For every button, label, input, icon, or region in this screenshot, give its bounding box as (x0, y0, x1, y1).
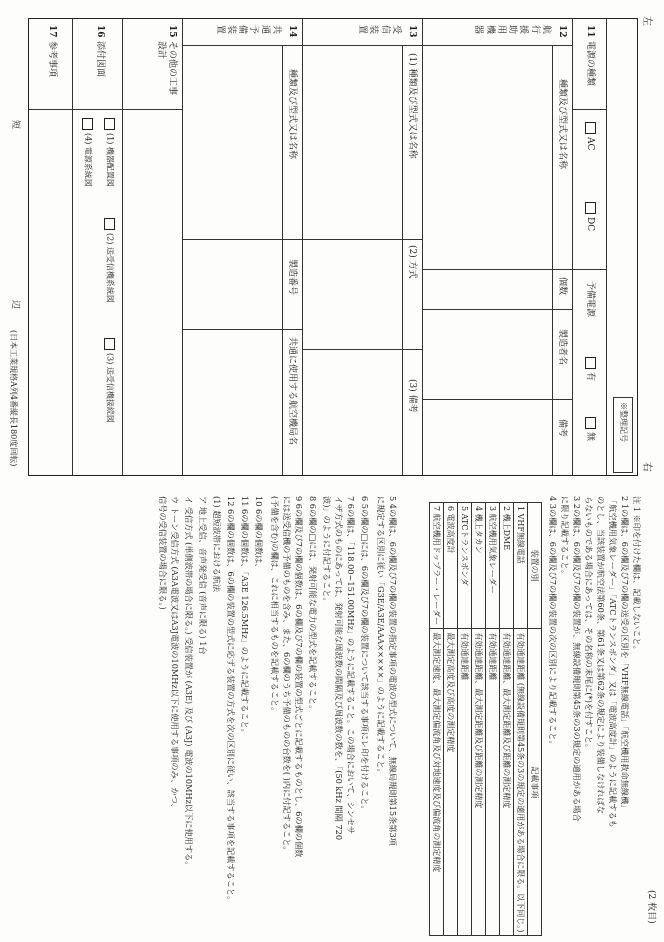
row-label: 受信装置 (357, 25, 401, 35)
drawing-label: (1) 機器配置図 (105, 133, 115, 187)
drawing-option-layout[interactable] (104, 115, 115, 187)
note-line: イザ方式のものにあっては、発射可能な周波数の間隔及び周波数の数を、「(50 kHz 間隔 720 (334, 496, 344, 841)
spare-yes-label: 有 (585, 372, 595, 382)
table-row (486, 503, 500, 936)
col-type-header: (1) 種類及び型式又は名称 (407, 53, 417, 159)
row-navigation-aids (423, 19, 573, 475)
spare-yes-checkbox[interactable] (585, 357, 596, 369)
note-line: 波)」のように付記すること。 (322, 496, 332, 606)
row-attached-drawings (73, 19, 123, 475)
drawing-label: (4) 電源系統図 (83, 133, 93, 187)
note-line: ウ トーン受信方式 (A3A電波又はA3J電波の10MHz以下に使用する事項のみ、かつ、 (170, 496, 180, 812)
note-line: ア 地上受信、音声発受信 (音声に限る) 1台 (198, 496, 208, 655)
row-label: 参考事項 (47, 41, 57, 78)
note-line: 12 6の欄の個数は、6の欄の装置の型式に応ずる装置の方式を次の区別に従い、該当する事項を記載すること。 (226, 496, 236, 905)
col-maker-header: 製造者名 (557, 329, 567, 366)
footer-short-right: 辺 (10, 300, 20, 310)
note-line: 10 6の欄の個数は、 (254, 496, 264, 572)
drawing-option-power[interactable] (82, 115, 93, 187)
table-cell: 2 機上DME (500, 503, 514, 629)
spare-no-option[interactable] (584, 414, 596, 441)
row-label: その他の工事設計 (155, 41, 177, 96)
table-row (430, 503, 444, 936)
drawing-label: (3) 送受信機接続図 (105, 353, 115, 423)
note-line: 8 6の欄の□には、発射可能な電力の型式を記載すること。 (308, 496, 318, 714)
notes-section (22, 496, 642, 936)
note-line: イ 受信方式 (単側波帯の場合に限る。) 受信装置が (A3E) 及び (A3J) 電波の10MHz以下に使用する。 (184, 496, 194, 870)
table-row (514, 503, 528, 936)
note-line: のとし、当該装置が航空法第60条、第61条又は第62条の規定により装備しなければな (596, 496, 606, 814)
row-number: 15 (167, 25, 177, 38)
row-common-spares (183, 19, 303, 475)
row-number: 14 (287, 25, 297, 38)
row-label: 電源の種類 (585, 41, 595, 87)
form-frame (28, 18, 638, 476)
note-line: 6 5の欄の□には、6の欄及び7の欄の装置について該当する事項にレ印を付けること。 (360, 496, 370, 814)
table-cell: 有効通達距離、最大測定距離及び距離の測定精度 (472, 629, 486, 936)
right-corner-mark: 右 (641, 462, 652, 472)
table-cell: 最大測定速度、最大測定偏流角及び対地速度及び偏流角の測定精度 (430, 629, 444, 936)
page-marker: (2 枚目) (646, 890, 656, 924)
table-row (458, 503, 472, 936)
row-label: 添付図面 (95, 41, 105, 78)
note-line: 2 1の欄は、6の欄及び7の欄の送受の区別を「VHF無線電話」「航空機用救命無線機」 (620, 496, 630, 813)
table-row (444, 503, 458, 936)
col-type-header: 種類及び型式又は名称 (557, 79, 567, 170)
row-number: 12 (557, 25, 567, 38)
row-label: 航行援助用機器 (473, 25, 551, 35)
table-cell: 有効通達距離 (486, 629, 500, 936)
note-line: 3 2の欄は、6の欄及び7の欄の装置が、無線設備規則第45条の3の規定の適用がある場合 (572, 496, 582, 822)
footer-spec: (日本工業規格A列4番縦長180度回転) (9, 330, 18, 467)
registration-box (613, 397, 633, 473)
checkbox[interactable] (104, 338, 115, 350)
table-cell: 最大測定高度及び高度の測定精度 (444, 629, 458, 936)
left-corner-mark: 左 (641, 16, 652, 26)
row-other-design (123, 19, 183, 475)
table-cell: 有効通達距離 (無線設備規則第45条の3の規定の適用がある場合に限る。以下同じ。) (514, 629, 528, 936)
col-type-header: 種類及び型式又は名称 (287, 69, 297, 160)
note-line: 9 6の欄及び7の欄の個数は、6の欄及び7の欄の装置の型式ごとに記載するものとし、6の欄の個数 (294, 496, 304, 858)
drawing-label: (2) 送受信機系統図 (105, 233, 115, 303)
table-cell: 4 機上タカン (472, 503, 486, 629)
row-number: 17 (47, 25, 57, 38)
col-qty-header: 個数 (557, 277, 567, 296)
spare-power-label: 予備電源 (585, 281, 595, 318)
col-serial-header: 製造番号 (287, 259, 297, 296)
note-line: らないものである場合にあっては、その名称の末尾に(*)を付すこと。 (584, 496, 594, 753)
table-cell: 3 航空機用気象レーダー (486, 503, 500, 629)
row-number: 16 (95, 25, 105, 38)
row-number: 13 (407, 25, 417, 38)
col-station-header: 共通に使用する航空機局名 (287, 337, 297, 446)
note-line: 7 6の欄は、「118.00~151.00MHz」のように記載すること。この場合において、シンセサ (346, 496, 356, 835)
table-cell: 7 航空機用ドップラー・レーダー (430, 503, 444, 629)
row-power-supply (573, 19, 607, 475)
checkbox[interactable] (104, 118, 115, 130)
checkbox[interactable] (104, 218, 115, 230)
spare-no-label: 無 (585, 432, 595, 442)
table-row (500, 503, 514, 936)
table-cell: 有効通達距離 (458, 629, 472, 936)
ac-label: AC (585, 137, 595, 151)
note-line: 「航空機用気象レーダー」「ATCトランスポンダ」又は「電波高度計」のように記載するも (608, 496, 618, 828)
note-intro: 注 1 ※印を付けた欄は、記載しないこと。 (632, 496, 642, 654)
dc-label: DC (585, 217, 595, 232)
note-line: 11 6の欄の個数は、「A3E 126.5MHz」のように記載すること。 (240, 496, 250, 737)
col-note-header: (3) 備考 (407, 379, 417, 413)
table-cell: 6 電波高度計 (444, 503, 458, 629)
note-line: 4 3の欄は、6の欄及び7の欄の装置の次の区別により記載すること。 (548, 496, 558, 749)
row-number: 11 (585, 25, 595, 38)
row-label: 共通予備装置 (214, 25, 281, 35)
row-receivers (303, 19, 423, 475)
note-line: には送受信機の予備のものを含み、また、6の欄のうち予備のものの台数を( )内に付記すること。 (282, 496, 292, 855)
registration-label: ※整理記号 (619, 402, 628, 442)
spare-no-checkbox[interactable] (585, 417, 596, 429)
note-line: 信号の受信装置の場合に限る。) (158, 496, 168, 610)
table-header: 記載事項 (528, 629, 542, 936)
device-class-table (429, 502, 542, 936)
table-cell: 5 ATCトランスポンダ (458, 503, 472, 629)
ac-option[interactable] (584, 119, 596, 150)
note-line: (1) 超短波帯における航法 (212, 496, 222, 593)
table-cell: 1 VHF無線電話 (514, 503, 528, 629)
drawing-option-system[interactable] (104, 215, 115, 303)
ac-checkbox[interactable] (585, 122, 596, 134)
footer-short-left: 短 (10, 120, 20, 130)
col-method-header: (2) 方式 (407, 245, 417, 279)
drawing-option-connection[interactable] (104, 335, 115, 423)
spare-yes-option[interactable] (584, 354, 596, 381)
col-note-header: 備考 (557, 419, 567, 438)
dc-checkbox[interactable] (585, 202, 596, 214)
note-line: (予備を含む)の欄は、これに相当するものを記載すること。 (270, 496, 280, 716)
note-line: に限り記載すること。 (560, 496, 570, 578)
table-header: 装置の別 (528, 503, 542, 629)
dc-option[interactable] (584, 199, 596, 231)
row-remarks (29, 19, 73, 475)
note-line: 5 4の欄は、6の欄及び7の欄の装置の指定事項の電波の型式について、無線局規則第15条第3項 (388, 496, 398, 846)
table-cell: 有効通達距離、最大測定距離及び距離の測定精度 (500, 629, 514, 936)
table-row (472, 503, 486, 936)
checkbox[interactable] (82, 118, 93, 130)
note-line: に規定する区別に従い「G3E/A3E/ΑΑΑ×××××」のように記載すること。 (376, 496, 386, 777)
